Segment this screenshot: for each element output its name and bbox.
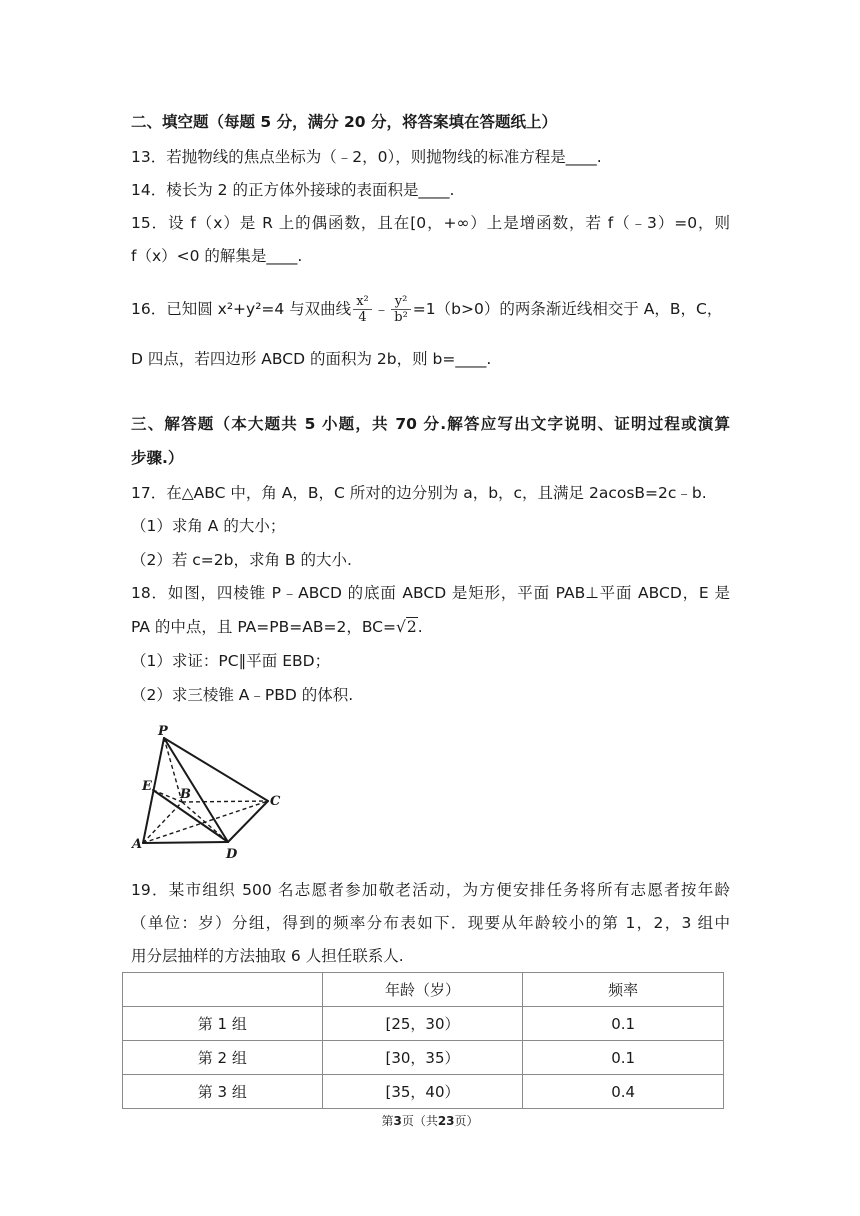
table-cell: [35，40） [322,1075,523,1109]
table-row [123,1007,724,1041]
q18-text-pre: PA 的中点，且 PA=PB=AB=2，BC= [131,618,396,636]
table-cell: 第 1 组 [123,1007,323,1041]
section2-heading: 二、填空题（每题 5 分，满分 20 分，将答案填在答题纸上） [131,113,557,131]
table-header-cell: 频率 [523,973,724,1007]
page-footer [0,1112,860,1129]
edge-AD [143,842,228,843]
footer-page-number: 3 [393,1114,402,1128]
label-B: B [180,787,191,802]
table-header-cell [123,973,323,1007]
section3-heading-line2: 步骤.） [131,449,184,467]
section3-heading-line1: 三、解答题（本大题共 5 小题，共 70 分.解答应写出文字说明、证明过程或演算 [131,415,730,433]
table-cell: 0.1 [523,1007,724,1041]
question-17-part1: （1）求角 A 的大小； [131,517,286,535]
table-row [123,1075,724,1109]
table-cell: 0.1 [523,1041,724,1075]
table-cell: 0.4 [523,1075,724,1109]
footer-mid: 页（共 [401,1114,438,1128]
question-18-line2 [131,616,730,638]
question-16-line2: D 四点，若四边形 ABCD 的面积为 2b，则 b=____. [131,350,492,368]
question-16-line1 [131,290,730,328]
sqrt-radicand: 2 [406,618,417,636]
question-14: 14．棱长为 2 的正方体外接球的表面积是____. [131,181,455,199]
question-18-part2: （2）求三棱锥 A﹣PBD 的体积. [131,686,354,704]
question-19-line2: （单位：岁）分组，得到的频率分布表如下．现要从年龄较小的第 1，2，3 组中 [131,914,730,932]
q16-fraction-x [353,294,372,325]
question-18-line1: 18．如图，四棱锥 P﹣ABCD 的底面 ABCD 是矩形，平面 PAB⊥平面 ABCD，E 是 [131,584,730,602]
label-P: P [158,724,168,739]
q16-fraction-y [391,294,411,325]
edge-BC [182,801,268,802]
table-header-cell: 年龄（岁） [322,973,523,1007]
footer-total-pages: 23 [437,1114,455,1128]
question-19-line1: 19．某市组织 500 名志愿者参加敬老活动，为方便安排任务将所有志愿者按年龄 [131,881,730,899]
question-13: 13．若抛物线的焦点坐标为（﹣2，0），则抛物线的标准方程是____. [131,148,602,166]
q18-text-post: . [417,618,423,636]
pyramid-figure [128,722,298,864]
q16-minus: ﹣ [373,300,390,318]
table-header-row [123,973,724,1007]
q16-text-post: =1（b>0）的两条渐近线相交于 A，B，C， [412,300,723,318]
q16-frac-x-den: 4 [358,310,367,325]
question-17: 17．在△ABC 中，角 A，B，C 所对的边分别为 a，b，c，且满足 2acosB=2c﹣b. [131,484,707,502]
question-15-line1: 15．设 f（x）是 R 上的偶函数，且在[0，+∞）上是增函数，若 f（﹣3）=0，则 [131,214,730,232]
sqrt-two [396,617,418,636]
label-E: E [142,779,152,794]
frequency-table [122,972,724,1109]
label-A: A [132,837,143,852]
edge-DC [228,801,268,842]
q16-frac-y-den: b² [394,310,408,325]
footer-pre: 第 [381,1114,394,1128]
pyramid-solid-edges [143,738,268,843]
sqrt-symbol: √ [395,618,406,636]
q16-frac-y-num: y² [391,294,411,310]
table-cell: [30，35） [322,1041,523,1075]
q16-frac-x-num: x² [353,294,372,310]
question-17-part2: （2）若 c=2b，求角 B 的大小. [131,551,352,569]
footer-post: 页） [454,1114,479,1128]
question-18-part1: （1）求证：PC∥平面 EBD； [131,652,331,670]
label-D: D [226,847,238,862]
edge-PD [164,738,228,842]
table-cell: 第 2 组 [123,1041,323,1075]
q16-text-pre: 16．已知圆 x²+y²=4 与双曲线 [131,300,352,318]
table-row [123,1041,724,1075]
table-cell: [25，30） [322,1007,523,1041]
table-cell: 第 3 组 [123,1075,323,1109]
question-15-line2: f（x）<0 的解集是____. [131,247,303,265]
question-19-line3: 用分层抽样的方法抽取 6 人担任联系人. [131,947,404,965]
label-C: C [270,794,281,809]
edge-AB [143,802,182,843]
